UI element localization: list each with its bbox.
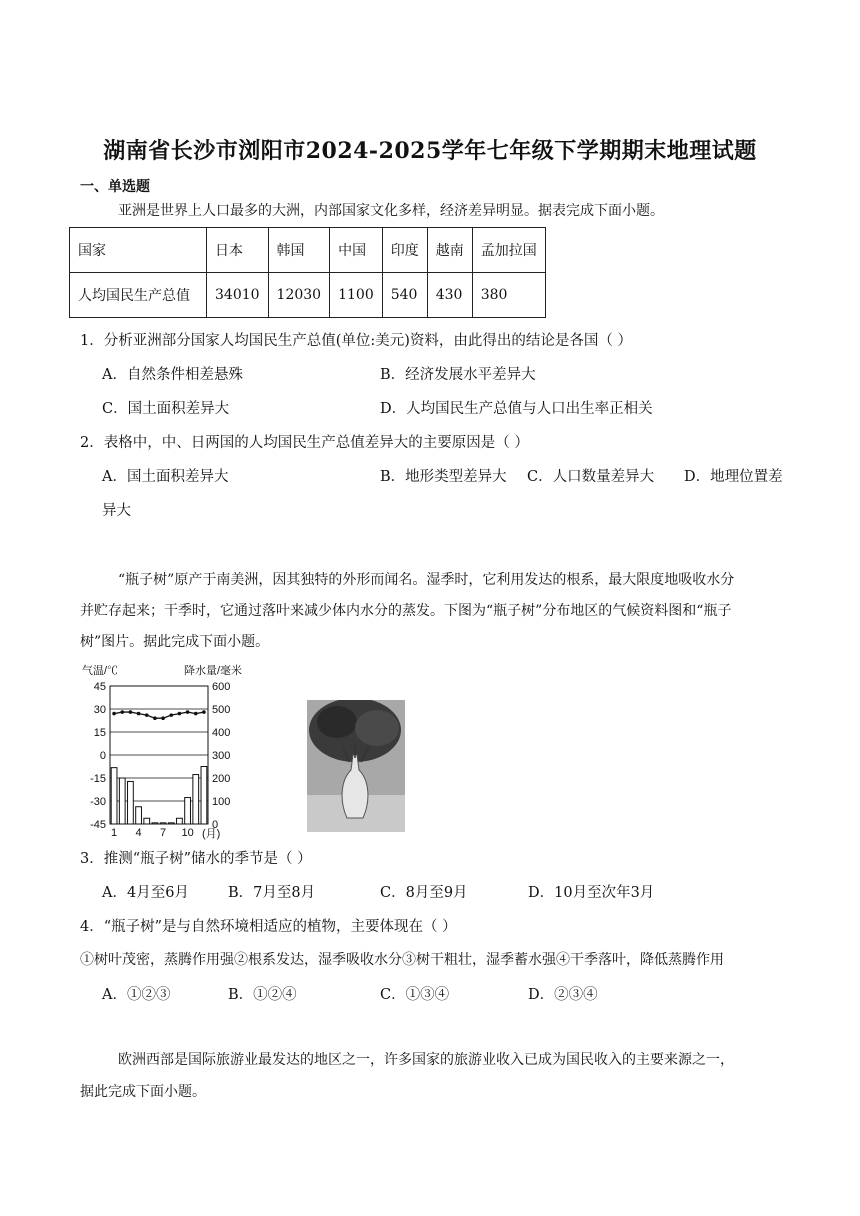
chart-right-tick-label: 200 (212, 773, 231, 785)
question-2-stem: 2．表格中，中、日两国的人均国民生产总值差异大的主要原因是（ ） (80, 435, 529, 451)
section-heading: 一、单选题 (80, 179, 150, 195)
chart-x-tick-label: 4 (135, 827, 142, 839)
chart-right-tick-label: 100 (212, 796, 231, 808)
table-cell: 孟加拉国 (472, 228, 545, 273)
chart-precip-bar (193, 775, 199, 824)
q3-option-d: D．10月至次年3月 (528, 885, 655, 901)
chart-temperature-point (194, 712, 198, 716)
chart-temperature-point (202, 710, 206, 714)
chart-temperature-point (153, 716, 157, 720)
passage-europe-line2: 据此完成下面小题。 (80, 1084, 206, 1100)
q1-option-b: B．经济发展水平差异大 (380, 367, 536, 383)
chart-temperature-point (145, 713, 149, 717)
climate-chart (80, 662, 250, 842)
passage-asia: 亚洲是世界上人口最多的大洲，内部国家文化多样，经济差异明显。据表完成下面小题。 (118, 203, 664, 219)
chart-precip-bar (144, 818, 150, 824)
chart-right-tick-label: 0 (212, 819, 219, 831)
chart-precip-bar (128, 781, 134, 824)
chart-precip-bar (160, 823, 166, 824)
q3-option-b: B．7月至8月 (228, 885, 316, 901)
chart-temperature-point (169, 713, 173, 717)
q4-option-b: B．①②④ (228, 987, 297, 1003)
passage-bottle-tree-line2: 并贮存起来；干季时，它通过落叶来减少体内水分的蒸发。下图为“瓶子树”分布地区的气候资料图和“瓶子 (80, 603, 732, 619)
table-cell: 日本 (207, 228, 269, 273)
q3-option-c: C．8月至9月 (380, 885, 468, 901)
chart-left-tick-label: 30 (93, 704, 106, 716)
chart-right-tick-label: 300 (212, 750, 231, 762)
table-cell: 430 (427, 273, 472, 318)
q3-option-a: A．4月至6月 (102, 885, 189, 901)
chart-left-axis-label: 气温/℃ (82, 665, 119, 677)
chart-left-tick-label: 0 (99, 750, 106, 762)
q2-option-b: B．地形类型差异大 (380, 469, 507, 485)
q1-option-a: A．自然条件相差悬殊 (102, 367, 243, 383)
q4-option-a: A．①②③ (102, 987, 171, 1003)
q4-statements: ①树叶茂密，蒸腾作用强②根系发达，湿季吸收水分③树干粗壮，湿季蓄水强④干季落叶，降低蒸腾作用 (80, 952, 724, 968)
page-title: 湖南省长沙市浏阳市2024-2025学年七年级下学期期末地理试题 (103, 138, 757, 164)
question-1-stem: 1．分析亚洲部分国家人均国民生产总值(单位:美元)资料，由此得出的结论是各国（ ） (80, 333, 633, 349)
chart-precip-bar (177, 818, 183, 824)
chart-temperature-point (112, 712, 116, 716)
chart-precip-bar (119, 778, 125, 824)
chart-temperature-point (129, 710, 133, 714)
table-cell: 12030 (268, 273, 330, 318)
chart-precip-bar (136, 807, 142, 824)
chart-x-tick-label: 10 (181, 827, 194, 839)
chart-precip-bar (185, 798, 191, 824)
passage-bottle-tree-line3: 树”图片。据此完成下面小题。 (80, 634, 270, 650)
chart-precip-bar (111, 768, 117, 824)
table-cell: 540 (382, 273, 427, 318)
table-cell: 人均国民生产总值 (70, 273, 207, 318)
question-4-stem: 4．“瓶子树”是与自然环境相适应的植物，主要体现在（ ） (80, 919, 457, 935)
table-row (70, 273, 546, 318)
question-3-stem: 3．推测“瓶子树”储水的季节是（ ） (80, 851, 312, 867)
chart-temperature-point (120, 710, 124, 714)
chart-left-tick-label: -30 (90, 796, 106, 808)
q2-option-c: C．人口数量差异大 (527, 469, 655, 485)
q1-option-c: C．国土面积差异大 (102, 401, 230, 417)
chart-x-tick-label: 1 (111, 827, 118, 839)
bottle-tree-photo (307, 700, 405, 832)
chart-right-axis-label: 降水量/毫米 (184, 665, 243, 677)
chart-temperature-point (161, 716, 165, 720)
table-cell: 34010 (207, 273, 269, 318)
table-cell: 1100 (330, 273, 383, 318)
table-cell: 国家 (70, 228, 207, 273)
chart-right-tick-label: 500 (212, 704, 231, 716)
chart-temperature-point (186, 710, 190, 714)
chart-right-tick-label: 600 (212, 681, 231, 693)
chart-precip-bar (201, 767, 207, 825)
chart-left-tick-label: 45 (93, 681, 106, 693)
chart-temperature-line (114, 712, 204, 718)
chart-right-tick-label: 400 (212, 727, 231, 739)
q4-option-d: D．②③④ (528, 987, 598, 1003)
chart-temperature-point (178, 712, 182, 716)
q2-option-a: A．国土面积差异大 (102, 469, 229, 485)
chart-left-tick-label: -15 (90, 773, 106, 785)
table-cell: 韩国 (268, 228, 330, 273)
passage-bottle-tree-line1: “瓶子树”原产于南美洲，因其独特的外形而闻名。湿季时，它利用发达的根系，最大限度地吸收水分 (118, 572, 735, 588)
q4-option-c: C．①③④ (380, 987, 450, 1003)
table-cell: 380 (472, 273, 545, 318)
chart-precip-bar (168, 823, 174, 824)
table-cell: 中国 (330, 228, 383, 273)
chart-left-tick-label: -45 (90, 819, 106, 831)
chart-x-unit-label: (月) (202, 828, 221, 840)
chart-left-tick-label: 15 (93, 727, 106, 739)
q1-option-d: D．人均国民生产总值与人口出生率正相关 (380, 401, 653, 417)
q2-option-d: D．地理位置差 (684, 469, 783, 485)
gnp-table (69, 227, 546, 318)
bottle-tree-image (307, 700, 405, 832)
chart-x-tick-label: 7 (160, 827, 167, 839)
q2-option-d-continued: 异大 (102, 503, 131, 519)
chart-precip-bar (152, 823, 158, 824)
table-row (70, 228, 546, 273)
passage-europe-line1: 欧洲西部是国际旅游业最发达的地区之一，许多国家的旅游业收入已成为国民收入的主要来源之一， (118, 1052, 734, 1068)
chart-temperature-point (137, 712, 141, 716)
table-cell: 印度 (382, 228, 427, 273)
table-cell: 越南 (427, 228, 472, 273)
